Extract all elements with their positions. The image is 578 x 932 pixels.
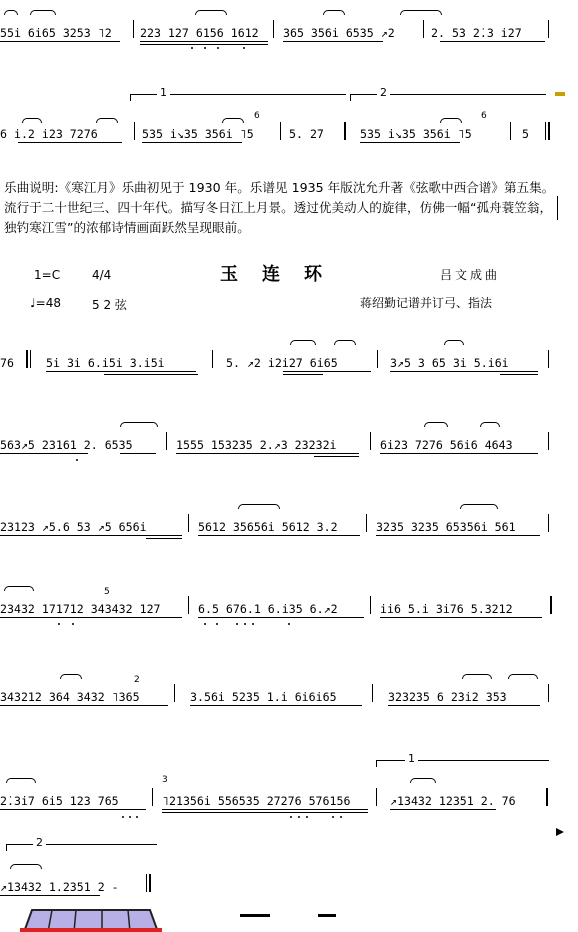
slur: [462, 674, 492, 679]
underline: [0, 453, 88, 454]
measure: 563↗5 23161 2. 6535: [0, 438, 133, 452]
measure: 2̇.3i7 6i5 123 765: [0, 794, 119, 808]
octave-dot: [340, 816, 342, 818]
slur: [480, 422, 500, 427]
score2-line-5-marks: [0, 664, 578, 724]
slur: [424, 422, 448, 427]
measure: 3.56i 5235 1.i 6i6i65: [190, 690, 337, 704]
underline: [360, 142, 460, 143]
slur: [508, 674, 538, 679]
piece-description: 乐曲说明:《寒江月》乐曲初见于 1930 年。乐谱见 1935 年版沈允升著《弦歌中西合谱》第五集。流行于二十世纪三、四十年代。描写冬日江上月景。透过优美动人的旋律，仿佛一幅“孤舟蓑笠翁，独钓寒江雪”的浓郁诗情画面跃然呈现眼前。: [4, 180, 555, 235]
grace-note: 6: [254, 111, 260, 121]
repeat-end-bar: [344, 122, 346, 140]
underline: [0, 535, 182, 536]
barline: [377, 350, 378, 368]
decorative-illustration-icon: [18, 906, 163, 932]
barline: [548, 350, 549, 368]
score1-line-2-marks: [0, 90, 578, 150]
page-title: 玉连环: [220, 264, 346, 285]
repeat-start-bar: [26, 350, 28, 368]
octave-dot: [298, 816, 300, 818]
barline: [152, 788, 153, 806]
slur: [290, 340, 316, 345]
barline: [174, 684, 175, 702]
slur: [400, 10, 442, 15]
underline: [283, 41, 383, 42]
octave-dot: [216, 623, 218, 625]
underline: [388, 705, 540, 706]
underline: [380, 617, 542, 618]
barline: [376, 788, 377, 806]
edge-arrow-icon: [556, 828, 564, 836]
measure: 3↗5 3 65 3i 5.i6i: [390, 356, 509, 370]
slur: [460, 504, 498, 509]
underline: [314, 456, 359, 457]
barline: [280, 122, 281, 140]
underline: [198, 535, 360, 536]
barline: [510, 122, 511, 140]
measure: 1555 153235 2.↗3 232̇32i: [176, 438, 337, 452]
grace-note: 3: [162, 775, 168, 785]
octave-dot: [76, 459, 78, 461]
underline: [440, 41, 545, 42]
composer: 吕文成曲: [440, 268, 501, 282]
underline: [0, 617, 182, 618]
slur: [222, 118, 244, 123]
edge-marker-icon: [555, 92, 565, 96]
barline: [273, 20, 274, 38]
measure: 323235 6 2̇3i2 3̇5̇3: [388, 690, 507, 704]
slur: [195, 10, 227, 15]
slur: [60, 674, 82, 679]
grace-note: 2: [134, 675, 140, 685]
underline: [140, 44, 268, 45]
slur: [10, 864, 42, 869]
slur: [30, 10, 56, 15]
octave-dot: [129, 816, 131, 818]
grace-note: 5: [104, 587, 110, 597]
score2-line-6-marks: [0, 752, 578, 812]
measure: ↗13432 12351 2. 76: [390, 794, 516, 808]
octave-dot: [252, 623, 254, 625]
key-signature: 1=C: [34, 268, 61, 282]
slur: [6, 778, 36, 783]
score2-line-4-marks: [0, 576, 578, 636]
slur: [410, 778, 436, 783]
octave-dot: [136, 816, 138, 818]
underline: [120, 453, 156, 454]
measure: ii6 5.i 3i76 5.3212: [380, 602, 513, 616]
measure: 5i 3i 6.i5i 3.i5i: [46, 356, 165, 370]
measure: 23432 171712 343432 127: [0, 602, 161, 616]
repeat-end-bar: [550, 596, 552, 614]
slur: [4, 586, 34, 591]
editor-credit: 蒋绍勤记谱并订弓、指法: [360, 296, 493, 310]
barline: [366, 514, 367, 532]
underline: [0, 41, 120, 42]
measure: 2. 5̇3 2̇.3 i2̇7: [431, 26, 522, 40]
underline: [283, 371, 371, 372]
measure: 55i 6i65 3253 ˥2: [0, 26, 112, 40]
score2-line-1: [0, 330, 578, 390]
tempo: ♩=48: [30, 296, 61, 310]
octave-dot: [236, 623, 238, 625]
score2-line-3: [0, 494, 578, 554]
time-signature: 4/4: [92, 268, 112, 282]
volta-number: 1: [405, 752, 418, 765]
slur: [444, 340, 464, 345]
barline: [166, 432, 167, 450]
slur: [4, 10, 18, 15]
margin-rule: [557, 196, 558, 220]
slur: [440, 118, 462, 123]
measure: 365 356i 6535 ↗2: [283, 26, 395, 40]
score2-line-1-marks: [0, 330, 578, 390]
final-bar: [548, 122, 550, 140]
barline: [548, 684, 549, 702]
underline: [380, 453, 538, 454]
octave-dot: [217, 47, 219, 49]
barline: [370, 596, 371, 614]
underline: [376, 535, 540, 536]
octave-dot: [191, 47, 193, 49]
underline: [390, 371, 538, 372]
octave-dot: [204, 47, 206, 49]
slur: [22, 118, 42, 123]
final-bar: [545, 122, 546, 140]
underline: [176, 453, 359, 454]
score2-line-2-marks: [0, 412, 578, 472]
measure: 23123 ↗5.6 53 ↗5 656i: [0, 520, 147, 534]
score2-line-6: [0, 752, 578, 812]
decorative-dash: [318, 914, 336, 917]
underline: [190, 705, 362, 706]
volta-number: 2: [377, 86, 390, 99]
octave-dot: [58, 623, 60, 625]
underline: [146, 538, 182, 539]
slur: [238, 504, 280, 509]
underline: [0, 705, 168, 706]
score1-line-2: [0, 86, 578, 150]
score2-line-3-marks: [0, 494, 578, 554]
barline: [548, 20, 549, 38]
underline: [198, 617, 364, 618]
barline: [134, 122, 135, 140]
underline: [500, 374, 538, 375]
slur: [96, 118, 118, 123]
measure: 3235 3235 65356i 561: [376, 520, 516, 534]
measure: 535 i↘35 356i ˥5: [142, 127, 254, 141]
string-tuning: 5 2 弦: [92, 298, 127, 312]
barline: [423, 20, 424, 38]
barline: [548, 432, 549, 450]
octave-dot: [72, 623, 74, 625]
barline: [372, 684, 373, 702]
octave-dot: [244, 623, 246, 625]
slur: [334, 340, 356, 345]
measure: 6i23 7276 56i6 4643: [380, 438, 513, 452]
measure: ˥21356i 556535 27276 576156: [162, 794, 351, 808]
underline: [0, 895, 100, 896]
barline: [548, 514, 549, 532]
measure: 5. 2̇7: [289, 127, 324, 141]
measure: 5612 3565̇6i 5612 3.2: [198, 520, 338, 534]
measure: 343212 364 3432 ˥365: [0, 690, 140, 704]
underline: [0, 809, 146, 810]
measure: ↗13432 1.2351 2 -: [0, 880, 119, 894]
underline: [46, 371, 196, 372]
score1-line-1: [0, 0, 578, 60]
octave-dot: [204, 623, 206, 625]
barline: [30, 350, 31, 368]
score2-line-5: [0, 664, 578, 724]
octave-dot: [306, 816, 308, 818]
underline: [140, 41, 268, 42]
slur: [323, 10, 345, 15]
grace-note: 6: [481, 111, 487, 121]
score2-line-7: [0, 836, 578, 896]
measure: 76: [0, 356, 14, 370]
underline: [283, 374, 323, 375]
measure: 5: [522, 127, 529, 141]
underline: [162, 809, 368, 810]
volta-number: 2: [33, 836, 46, 849]
score2-line-2: [0, 412, 578, 472]
underline: [390, 809, 496, 810]
measure: 6 i.2 i23 7276: [0, 127, 98, 141]
final-bar: [146, 874, 147, 892]
score2-line-7-marks: [0, 836, 578, 896]
slur: [120, 422, 158, 427]
measure: 6.5 676.1 6.i35 6.↗2: [198, 602, 338, 616]
octave-dot: [290, 816, 292, 818]
octave-dot: [243, 47, 245, 49]
octave-dot: [122, 816, 124, 818]
barline: [133, 20, 134, 38]
octave-dot: [332, 816, 334, 818]
underline: [104, 374, 198, 375]
final-bar: [149, 874, 151, 892]
decorative-dash: [240, 914, 270, 917]
volta-number: 1: [157, 86, 170, 99]
repeat-end-bar: [546, 788, 548, 806]
underline: [18, 142, 122, 143]
barline: [188, 596, 189, 614]
octave-dot: [288, 623, 290, 625]
barline: [188, 514, 189, 532]
underline: [162, 812, 368, 813]
barline: [370, 432, 371, 450]
score2-line-4: [0, 576, 578, 636]
underline: [142, 142, 242, 143]
barline: [212, 350, 213, 368]
measure: 535 i↘35 356i ˥5: [360, 127, 472, 141]
measure: 5. ↗2 i2̇i2̇7 6i65: [226, 356, 338, 370]
measure: 223 127 6156 1612: [140, 26, 259, 40]
score1-line-1-marks: [0, 0, 578, 60]
